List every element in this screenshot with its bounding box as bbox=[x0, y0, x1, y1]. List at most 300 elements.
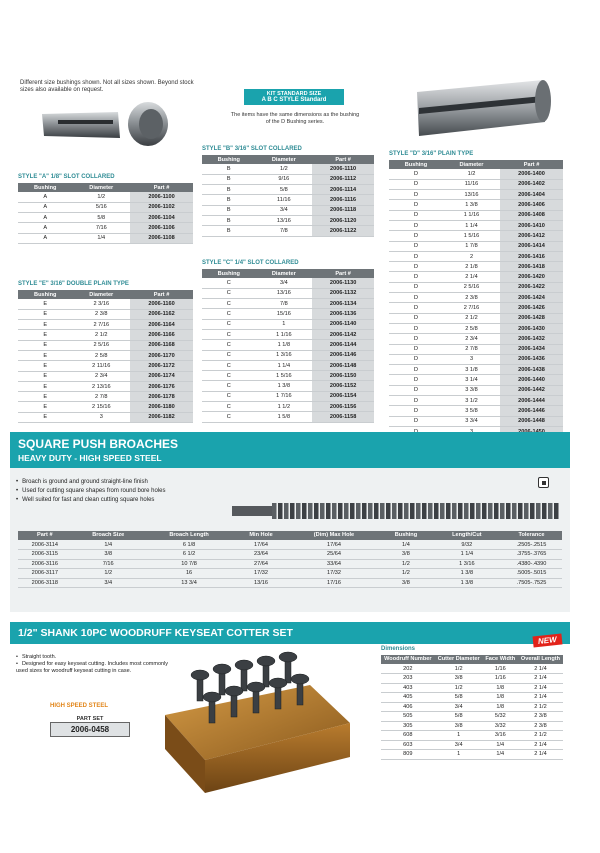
cell-part: 2006-1426 bbox=[500, 303, 563, 313]
woodruff-header bbox=[10, 622, 570, 644]
cell-width: 1/4 bbox=[483, 740, 518, 750]
cell-length: 2 3/8 bbox=[518, 712, 563, 722]
col-diameter: Diameter bbox=[256, 155, 313, 164]
broaches-table-wrap bbox=[18, 531, 562, 588]
table-row bbox=[389, 323, 563, 333]
cell-part: 2006-1400 bbox=[500, 169, 563, 179]
table-row bbox=[18, 392, 193, 402]
table-row bbox=[381, 721, 563, 731]
table-row bbox=[389, 303, 563, 313]
col-bushing: Bushing bbox=[379, 531, 433, 540]
cell-diameter: 2 5/16 bbox=[443, 282, 500, 292]
cell-bushing: D bbox=[389, 385, 443, 395]
cell-bushing: C bbox=[202, 412, 256, 422]
col-part: Part # bbox=[312, 155, 374, 164]
table-row bbox=[18, 350, 193, 360]
cell-diameter: 1/4 bbox=[72, 233, 130, 243]
cell-diameter: 3/8 bbox=[435, 674, 483, 684]
cell-part: 2006-1156 bbox=[312, 402, 374, 412]
cell-part: 2006-1116 bbox=[312, 195, 374, 205]
table-row bbox=[202, 164, 374, 174]
cell-diameter: 5/8 bbox=[72, 213, 130, 223]
cell-part: 2006-3115 bbox=[18, 550, 72, 560]
set-number-box bbox=[50, 716, 130, 737]
table-row bbox=[18, 412, 193, 422]
cell-diameter: 5/8 bbox=[435, 712, 483, 722]
col-part: Part # bbox=[500, 160, 563, 169]
table-row bbox=[389, 262, 563, 272]
cell-diameter: 2 1/2 bbox=[72, 330, 130, 340]
table-row bbox=[202, 329, 374, 339]
table-row bbox=[381, 712, 563, 722]
cell-bushing: D bbox=[389, 313, 443, 323]
table-row bbox=[389, 293, 563, 303]
cell-part: 2006-1422 bbox=[500, 282, 563, 292]
cell-part: 2006-1122 bbox=[312, 226, 374, 236]
cell-length: 2 1/4 bbox=[518, 750, 563, 760]
cell-bushing: A bbox=[18, 213, 72, 223]
woodruff-title: 1/2" SHANK 10PC WOODRUFF KEYSEAT COTTER SET bbox=[18, 627, 293, 639]
cell-bushing: B bbox=[202, 174, 256, 184]
cell-bushing: B bbox=[202, 185, 256, 195]
cell-width: 1/8 bbox=[483, 702, 518, 712]
cell-bushing: 1/4 bbox=[379, 540, 433, 550]
broaches-table bbox=[18, 531, 562, 588]
cell-bushing: E bbox=[18, 330, 72, 340]
cell-bushing: D bbox=[389, 169, 443, 179]
col-diameter: Diameter bbox=[443, 160, 500, 169]
cell-part: 2006-1416 bbox=[500, 251, 563, 261]
cell-length-cut: 1 3/8 bbox=[433, 569, 501, 579]
col-length-cut: Length/Cut bbox=[433, 531, 501, 540]
cell-bushing: D bbox=[389, 375, 443, 385]
cell-diameter: 3/4 bbox=[435, 702, 483, 712]
cell-bushing: D bbox=[389, 200, 443, 210]
cell-bushing: A bbox=[18, 192, 72, 202]
cell-tolerance: .3755-.3765 bbox=[501, 550, 562, 560]
cell-diameter: 2 5/8 bbox=[72, 350, 130, 360]
cell-diameter: 3 3/4 bbox=[443, 416, 500, 426]
cell-diameter: 2 15/16 bbox=[72, 402, 130, 412]
cell-diameter: 3 1/4 bbox=[443, 375, 500, 385]
cell-bushing: E bbox=[18, 402, 72, 412]
cell-diameter: 7/8 bbox=[256, 299, 313, 309]
cell-bushing: E bbox=[18, 381, 72, 391]
cell-bushing: E bbox=[18, 361, 72, 371]
cell-diameter: 1/2 bbox=[443, 169, 500, 179]
cell-bushing: 3/8 bbox=[379, 578, 433, 588]
col-bushing: Bushing bbox=[202, 155, 256, 164]
cell-diameter: 1 5/16 bbox=[443, 231, 500, 241]
cell-part: 2006-1172 bbox=[130, 361, 193, 371]
cell-bushing: B bbox=[202, 164, 256, 174]
col-part: Part # bbox=[312, 269, 374, 278]
kit-note: The items have the same dimensions as the bushing of the D Bushing series. bbox=[230, 112, 360, 125]
table-row bbox=[202, 360, 374, 370]
table-row bbox=[381, 674, 563, 684]
cell-diameter: 1 5/16 bbox=[256, 371, 313, 381]
col-max-hole: (Dim) Max Hole bbox=[289, 531, 379, 540]
cell-diameter: 3 bbox=[443, 354, 500, 364]
cell-max-hole: 17/32 bbox=[289, 569, 379, 579]
cell-part: 2006-1118 bbox=[312, 205, 374, 215]
cell-diameter: 13/16 bbox=[443, 190, 500, 200]
cell-bushing: A bbox=[18, 202, 72, 212]
col-cutter-diameter: Cutter Diameter bbox=[435, 655, 483, 664]
cell-length: 2 1/2 bbox=[518, 702, 563, 712]
cell-diameter: 2 11/16 bbox=[72, 361, 130, 371]
broaches-bullets bbox=[16, 478, 256, 505]
table-row bbox=[381, 740, 563, 750]
cell-part: 2006-1428 bbox=[500, 313, 563, 323]
table-row bbox=[389, 169, 563, 179]
cell-part: 2006-1410 bbox=[500, 220, 563, 230]
cell-part: 2006-1112 bbox=[312, 174, 374, 184]
cell-bushing: B bbox=[202, 205, 256, 215]
cell-bushing: E bbox=[18, 309, 72, 319]
cell-bushing: C bbox=[202, 309, 256, 319]
cell-length: 2 3/8 bbox=[518, 721, 563, 731]
set-label: PART SET bbox=[76, 716, 104, 722]
cell-bushing: B bbox=[202, 195, 256, 205]
table-row bbox=[18, 578, 562, 588]
cell-width: 3/16 bbox=[483, 731, 518, 741]
cell-bushing: D bbox=[389, 220, 443, 230]
cell-bushing: 1/2 bbox=[379, 559, 433, 569]
col-part: Part # bbox=[130, 290, 193, 299]
cell-diameter: 3/4 bbox=[256, 278, 313, 288]
cell-bushing: E bbox=[18, 371, 72, 381]
cell-diameter: 2 3/8 bbox=[443, 293, 500, 303]
table-row bbox=[389, 220, 563, 230]
cell-bushing: E bbox=[18, 392, 72, 402]
cell-bushing: D bbox=[389, 323, 443, 333]
cell-bushing: D bbox=[389, 354, 443, 364]
table-row bbox=[18, 223, 193, 233]
cell-part: 2006-1166 bbox=[130, 330, 193, 340]
square-shape-icon bbox=[538, 477, 549, 488]
table-row bbox=[202, 195, 374, 205]
cell-diameter: 2 3/4 bbox=[443, 334, 500, 344]
cell-part: 2006-1424 bbox=[500, 293, 563, 303]
cutter-set-image bbox=[160, 645, 360, 795]
cell-bushing: D bbox=[389, 179, 443, 189]
cell-diameter: 15/16 bbox=[256, 309, 313, 319]
cell-part: 2006-1148 bbox=[312, 360, 374, 370]
cell-bushing: C bbox=[202, 350, 256, 360]
cell-part: 2006-1168 bbox=[130, 340, 193, 350]
cell-part: 2006-1164 bbox=[130, 320, 193, 330]
cell-diameter: 5/8 bbox=[435, 693, 483, 703]
cell-part: 2006-1408 bbox=[500, 210, 563, 220]
cell-width: 1/4 bbox=[483, 750, 518, 760]
cell-diameter: 3/4 bbox=[435, 740, 483, 750]
kit-badge-line2: A B C STYLE Standard bbox=[261, 97, 327, 103]
table-row bbox=[18, 540, 562, 550]
cell-bushing: D bbox=[389, 241, 443, 251]
table-row bbox=[202, 412, 374, 422]
collared-bushing-image bbox=[38, 100, 173, 148]
table-row bbox=[18, 213, 193, 223]
cell-bushing: A bbox=[18, 223, 72, 233]
cell-bushing: E bbox=[18, 340, 72, 350]
cell-broach-size: 3/8 bbox=[72, 550, 145, 560]
table-row bbox=[389, 190, 563, 200]
cell-bushing: B bbox=[202, 215, 256, 225]
cell-diameter: 2 1/8 bbox=[443, 262, 500, 272]
table-row bbox=[202, 174, 374, 184]
table-row bbox=[18, 309, 193, 319]
col-bushing: Bushing bbox=[18, 183, 72, 192]
list-item: • Designed for easy keyseat cutting. Includes most commonly used sizes for woodruff keyseat cutting in case. bbox=[16, 661, 176, 675]
cell-length: 2 1/4 bbox=[518, 740, 563, 750]
table-row bbox=[202, 299, 374, 309]
cell-tolerance: .7505-.7525 bbox=[501, 578, 562, 588]
cell-max-hole: 33/64 bbox=[289, 559, 379, 569]
cell-number: 405 bbox=[381, 693, 435, 703]
cell-number: 203 bbox=[381, 674, 435, 684]
cell-diameter: 3 5/8 bbox=[443, 406, 500, 416]
table-row bbox=[389, 251, 563, 261]
cell-part: 2006-1134 bbox=[312, 299, 374, 309]
cell-bushing: E bbox=[18, 299, 72, 309]
cell-part: 2006-1100 bbox=[130, 192, 193, 202]
table-row bbox=[389, 272, 563, 282]
cell-bushing: D bbox=[389, 231, 443, 241]
cell-part: 2006-1446 bbox=[500, 406, 563, 416]
col-bushing: Bushing bbox=[389, 160, 443, 169]
table-row bbox=[389, 375, 563, 385]
table-row bbox=[389, 385, 563, 395]
table-row bbox=[18, 559, 562, 569]
table-row bbox=[18, 569, 562, 579]
cell-broach-length: 16 bbox=[145, 569, 233, 579]
cell-part: 2006-1402 bbox=[500, 179, 563, 189]
cell-bushing: D bbox=[389, 365, 443, 375]
cell-part: 2006-1436 bbox=[500, 354, 563, 364]
cell-max-hole: 17/64 bbox=[289, 540, 379, 550]
cell-max-hole: 25/64 bbox=[289, 550, 379, 560]
cell-diameter: 3 1/2 bbox=[443, 396, 500, 406]
cell-diameter: 5/8 bbox=[256, 185, 313, 195]
table-row bbox=[18, 233, 193, 243]
cell-part: 2006-1178 bbox=[130, 392, 193, 402]
style-a-table bbox=[18, 183, 193, 244]
cell-part: 2006-1404 bbox=[500, 190, 563, 200]
cell-bushing: D bbox=[389, 251, 443, 261]
table-row bbox=[202, 391, 374, 401]
table-row bbox=[381, 693, 563, 703]
col-diameter: Diameter bbox=[72, 290, 130, 299]
cell-bushing: B bbox=[202, 226, 256, 236]
cell-part: 2006-1438 bbox=[500, 365, 563, 375]
table-row bbox=[389, 241, 563, 251]
cell-diameter: 2 7/8 bbox=[72, 392, 130, 402]
cell-broach-size: 1/2 bbox=[72, 569, 145, 579]
cell-part: 2006-1108 bbox=[130, 233, 193, 243]
cell-width: 1/16 bbox=[483, 664, 518, 674]
cell-number: 403 bbox=[381, 683, 435, 693]
cell-bushing: D bbox=[389, 396, 443, 406]
cell-diameter: 3 1/8 bbox=[443, 365, 500, 375]
table-row bbox=[202, 340, 374, 350]
cell-bushing: D bbox=[389, 344, 443, 354]
cell-bushing: 1/2 bbox=[379, 569, 433, 579]
table-row bbox=[381, 664, 563, 674]
table-row bbox=[202, 402, 374, 412]
cell-tolerance: .5005-.5015 bbox=[501, 569, 562, 579]
table-row bbox=[202, 226, 374, 236]
cell-width: 3/32 bbox=[483, 721, 518, 731]
cell-bushing: C bbox=[202, 319, 256, 329]
cell-bushing: D bbox=[389, 190, 443, 200]
kit-badge-line1: KIT STANDARD SIZE bbox=[266, 91, 322, 97]
cell-diameter: 1/2 bbox=[435, 683, 483, 693]
cell-diameter: 1 1/4 bbox=[443, 220, 500, 230]
cell-min-hole: 13/16 bbox=[233, 578, 289, 588]
cell-bushing: D bbox=[389, 272, 443, 282]
cell-diameter: 2 13/16 bbox=[72, 381, 130, 391]
cell-diameter: 1 7/8 bbox=[443, 241, 500, 251]
cell-number: 608 bbox=[381, 731, 435, 741]
cell-part: 2006-1102 bbox=[130, 202, 193, 212]
cell-broach-size: 3/4 bbox=[72, 578, 145, 588]
cell-part: 2006-1150 bbox=[312, 371, 374, 381]
material-label: HIGH SPEED STEEL bbox=[50, 703, 109, 709]
cell-diameter: 1 1/16 bbox=[256, 329, 313, 339]
new-badge: NEW bbox=[533, 634, 563, 648]
cell-diameter: 1/2 bbox=[256, 164, 313, 174]
style-d-table bbox=[389, 160, 563, 437]
style-e-title: STYLE "E" 3/16" DOUBLE PLAIN TYPE bbox=[18, 281, 129, 287]
cell-diameter: 2 1/4 bbox=[443, 272, 500, 282]
col-diameter: Diameter bbox=[256, 269, 313, 278]
style-d-title: STYLE "D" 3/16" PLAIN TYPE bbox=[389, 151, 474, 157]
cell-bushing: E bbox=[18, 320, 72, 330]
table-row bbox=[18, 381, 193, 391]
cell-min-hole: 17/64 bbox=[233, 540, 289, 550]
cell-diameter: 1/2 bbox=[72, 192, 130, 202]
cell-diameter: 1 bbox=[435, 750, 483, 760]
cell-tolerance: .2505-.2515 bbox=[501, 540, 562, 550]
cell-length: 2 1/2 bbox=[518, 731, 563, 741]
cell-bushing: D bbox=[389, 210, 443, 220]
table-row bbox=[389, 334, 563, 344]
table-row bbox=[18, 371, 193, 381]
style-e-table bbox=[18, 290, 193, 423]
table-row bbox=[389, 365, 563, 375]
cell-part: 2006-1140 bbox=[312, 319, 374, 329]
table-row bbox=[202, 381, 374, 391]
cell-bushing: C bbox=[202, 288, 256, 298]
cell-bushing: D bbox=[389, 262, 443, 272]
cell-width: 1/8 bbox=[483, 683, 518, 693]
table-row bbox=[18, 361, 193, 371]
cell-length-cut: 9/32 bbox=[433, 540, 501, 550]
cell-bushing: C bbox=[202, 371, 256, 381]
kit-badge bbox=[244, 89, 344, 105]
top-note: Different size bushings shown. Not all sizes shown. Beyond stock sizes also available on request. bbox=[20, 80, 194, 93]
style-c-table bbox=[202, 269, 374, 423]
list-item: • Well suited for fast and clean cutting square holes bbox=[16, 496, 256, 505]
list-item: • Broach is ground and ground straight-line finish bbox=[16, 478, 256, 487]
cell-diameter: 11/16 bbox=[256, 195, 313, 205]
push-broach-image bbox=[232, 500, 562, 522]
col-face-width: Face Width bbox=[483, 655, 518, 664]
cell-diameter: 2 3/4 bbox=[72, 371, 130, 381]
cell-part: 2006-1442 bbox=[500, 385, 563, 395]
table-row bbox=[389, 179, 563, 189]
table-row bbox=[202, 309, 374, 319]
cell-bushing: D bbox=[389, 293, 443, 303]
table-row bbox=[389, 396, 563, 406]
cell-part: 2006-1132 bbox=[312, 288, 374, 298]
table-row bbox=[381, 731, 563, 741]
cell-diameter: 1 1/2 bbox=[256, 402, 313, 412]
cell-part: 2006-3114 bbox=[18, 540, 72, 550]
list-item: • Used for cutting square shapes from round bore holes bbox=[16, 487, 256, 496]
cell-bushing: C bbox=[202, 360, 256, 370]
table-row bbox=[381, 683, 563, 693]
cell-bushing: C bbox=[202, 381, 256, 391]
cell-part: 2006-1130 bbox=[312, 278, 374, 288]
cell-broach-size: 1/4 bbox=[72, 540, 145, 550]
cell-part: 2006-1154 bbox=[312, 391, 374, 401]
cell-part: 2006-1180 bbox=[130, 402, 193, 412]
col-min-hole: Min Hole bbox=[233, 531, 289, 540]
cell-part: 2006-1418 bbox=[500, 262, 563, 272]
cell-bushing: C bbox=[202, 340, 256, 350]
cell-diameter: 2 7/16 bbox=[72, 320, 130, 330]
cell-bushing: D bbox=[389, 282, 443, 292]
broaches-header bbox=[10, 432, 570, 468]
set-number: 2006-0458 bbox=[50, 722, 130, 737]
table-row bbox=[202, 215, 374, 225]
cell-diameter: 3/4 bbox=[256, 205, 313, 215]
cell-part: 2006-1182 bbox=[130, 412, 193, 422]
cell-part: 2006-3117 bbox=[18, 569, 72, 579]
cell-part: 2006-1136 bbox=[312, 309, 374, 319]
cell-part: 2006-1110 bbox=[312, 164, 374, 174]
cell-part: 2006-1170 bbox=[130, 350, 193, 360]
cell-bushing: A bbox=[18, 233, 72, 243]
table-row bbox=[202, 185, 374, 195]
table-row bbox=[389, 200, 563, 210]
cell-part: 2006-1434 bbox=[500, 344, 563, 354]
cell-bushing: C bbox=[202, 329, 256, 339]
table-row bbox=[389, 344, 563, 354]
cell-part: 2006-1114 bbox=[312, 185, 374, 195]
cell-min-hole: 17/32 bbox=[233, 569, 289, 579]
cell-diameter: 3 bbox=[72, 412, 130, 422]
cell-part: 2006-1160 bbox=[130, 299, 193, 309]
cell-part: 2006-1440 bbox=[500, 375, 563, 385]
cell-number: 603 bbox=[381, 740, 435, 750]
cell-diameter: 2 3/8 bbox=[72, 309, 130, 319]
col-overall-length: Overall Length bbox=[518, 655, 563, 664]
broaches-title: SQUARE PUSH BROACHES bbox=[18, 437, 179, 451]
cell-bushing: D bbox=[389, 334, 443, 344]
table-row bbox=[389, 354, 563, 364]
cell-bushing: D bbox=[389, 416, 443, 426]
cell-part: 2006-3118 bbox=[18, 578, 72, 588]
cell-diameter: 3 3/8 bbox=[443, 385, 500, 395]
cell-width: 5/32 bbox=[483, 712, 518, 722]
cell-part: 2006-1146 bbox=[312, 350, 374, 360]
table-row bbox=[18, 299, 193, 309]
dimensions-title: Dimensions bbox=[381, 646, 416, 652]
style-c-title: STYLE "C" 1/4" SLOT COLLARED bbox=[202, 260, 299, 266]
